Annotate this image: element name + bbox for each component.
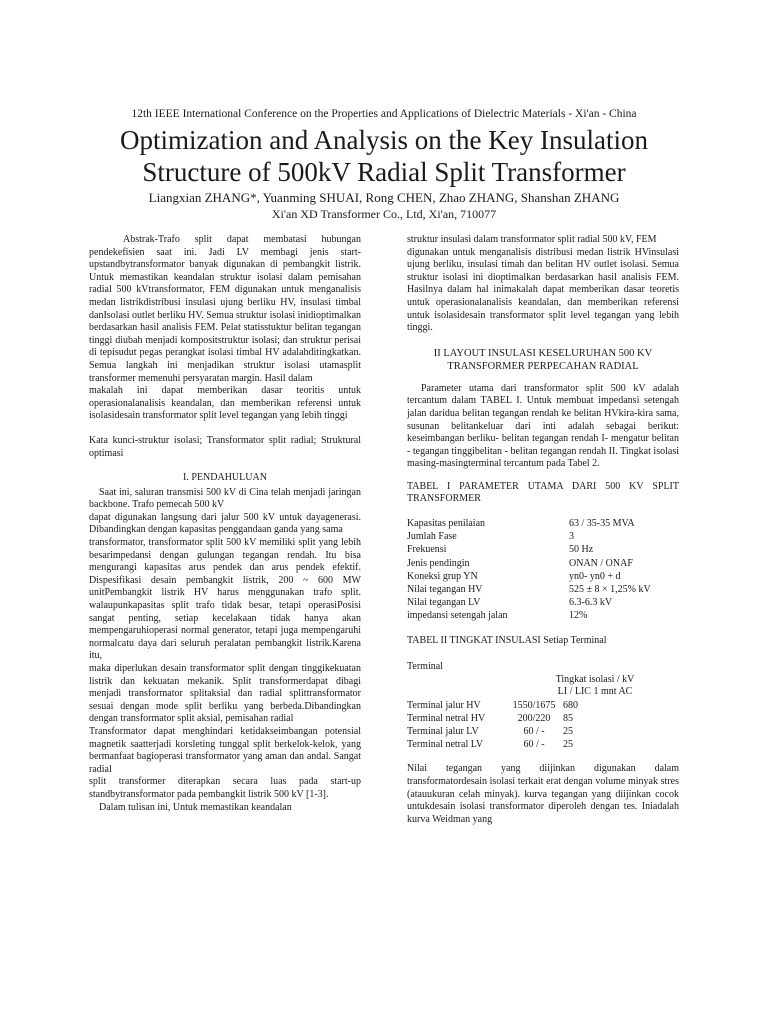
param-value: 525 ± 8 × 1,25% kV xyxy=(569,583,651,595)
body-paragraph: struktur insulasi dalam transformator split radial 500 kV, FEM xyxy=(407,234,657,245)
left-column xyxy=(89,234,361,814)
li-value: 60 / - xyxy=(523,739,545,751)
table-row xyxy=(407,699,613,712)
param-value: 3 xyxy=(569,531,574,543)
conference-header: 12th IEEE International Conference on the Properties and Applications of Dielectric Materials - Xi'an - China xyxy=(131,108,637,120)
body-paragraph: Parameter utama dari transformator split 500 kV adalah tercantum dalam TABEL I. Untuk membuat impedansi setengah jalan daridua belitan tegangan rendah ke belitan HVkira-kira sama, susunan belitankeluar dari inti adalah sebagai berikut: keseimbangan berliku- belitan tegangan rendah I- mengatur belitan - tegangan tinggibelitan - belitan tegangan rendah II. Tingkat isolasi masing-masingterminal tercantum pada Tabel 2. xyxy=(407,382,679,470)
title-line-1: Optimization and Analysis on the Key Insulation xyxy=(120,125,648,155)
param-label: Jumlah Fase xyxy=(407,531,457,543)
table1-caption: TABEL I PARAMETER UTAMA DARI 500 KV SPLIT TRANSFORMER xyxy=(407,480,679,504)
table-row xyxy=(407,570,679,583)
param-label: Nilai tegangan LV xyxy=(407,597,481,609)
param-value: 50 Hz xyxy=(569,544,594,556)
terminal-name: Terminal jalur LV xyxy=(407,726,479,738)
body-paragraph: Nilai tegangan yang diijinkan digunakan dalam transformatordesain isolasi terkait erat dengan volume minyak stres (atauukuran celah minyak). kurva tegangan yang diijinkan cocok untukdesain isolasi transformator diperoleh dengan tes. Iniadalah kurva Weidman yang xyxy=(407,763,679,825)
terminal-name: Terminal netral HV xyxy=(407,712,486,724)
table2-head-terminal: Terminal xyxy=(407,661,443,673)
table-row xyxy=(407,725,613,738)
table-row xyxy=(407,583,679,596)
table-row xyxy=(407,543,679,556)
table2-head-level: Tingkat isolasi / kV xyxy=(555,673,635,685)
authors: Liangxian ZHANG*, Yuanming SHUAI, Rong CHEN, Zhao ZHANG, Shanshan ZHANG xyxy=(148,190,620,205)
table-row xyxy=(407,557,679,570)
ac-value: 25 xyxy=(563,726,573,738)
abstract: Abstrak-Trafo split dapat membatasi hubungan pendekefisien saat ini. Jadi LV membagi jenis start-upstandbytransformator banyak digunakan di pembangkit listrik. Untuk memastikan keandalan struktur isolasi dalam pemisahan radial 500 kVtransformator, FEM digunakan untuk menganalisis medan listrikdistribusi insulasi ujung berliku HV, insulasi timbal danIsolasi outlet berliku HV. Semua struktur isolasi inidioptimalkan berdasarkan hasil analisis FEM. Pelat statisstuktur belitan tegangan tinggi diubah menjadi kompositstruktur isolasi; dan struktur perisai di tepisudut pegas perangkat isolasi timbal HV adalahditingkatkan. Semua langkah ini menjadikan struktur isolasi utamasplit transformer memenuhi persyaratan margin. Hasil dalam xyxy=(89,234,362,384)
param-label: Jenis pendingin xyxy=(407,557,470,569)
table2-caption: TABEL II TINGKAT INSULASI Setiap Terminal xyxy=(407,634,607,646)
intro-paragraph: Transformator dapat menghindari ketidakseimbangan potensial magnetik saatterjadi korsleting tunggal split berkelok-kelok, yang bermanfaat bagioperasi transformator yang aman dan andal. Sangat radial xyxy=(89,725,361,775)
li-value: 1550/1675 xyxy=(512,699,556,711)
terminal-name: Terminal jalur HV xyxy=(407,699,481,711)
table-insulation-level xyxy=(407,699,613,752)
param-value: yn0- yn0 + d xyxy=(569,570,621,582)
li-value: 60 / - xyxy=(523,726,545,738)
param-label: Frekuensi xyxy=(407,544,447,556)
ac-value: 680 xyxy=(563,699,578,711)
affiliation: Xi'an XD Transformer Co., Ltd, Xi'an, 710077 xyxy=(271,207,497,221)
section-heading-intro: I. PENDAHULUAN xyxy=(183,472,267,484)
body-paragraph: digunakan untuk menganalisis distribusi medan listrik HVinsulasi ujung berliku, insulasi timah dan belitan HV outlet isolasi. Semua struktur isolasi ini dioptimalkan berdasarkan hasil analisis FEM. Hasilnya dalam hal inimakalah dapat memberikan dasar teoretis untuk operasionalanalisis keandalan, dan memberikan referensi untuk isolasidesain transformator split level tegangan yang lebih tinggi. xyxy=(407,246,679,334)
ac-value: 25 xyxy=(563,739,573,751)
intro-paragraph: Saat ini, saluran transmisi 500 kV di Cina telah menjadi jaringan backbone. Trafo pemecah 500 kV xyxy=(89,486,361,511)
param-value: ONAN / ONAF xyxy=(569,557,633,569)
param-label: Kapasitas penilaian xyxy=(407,517,486,529)
table-row xyxy=(407,712,613,725)
table-row xyxy=(407,517,679,530)
param-value: 6.3-6.3 kV xyxy=(569,597,613,609)
abstract-continued: makalah ini dapat memberikan dasar teoritis untuk operasionalanalisis keandalan, dan memberikan referensi untuk isolasidesain transformator split level tegangan yang lebih tinggi xyxy=(89,385,361,422)
title-line-2: Structure of 500kV Radial Split Transformer xyxy=(142,157,626,187)
table-row xyxy=(407,596,679,609)
keywords: Kata kunci-struktur isolasi; Transformator split radial; Struktural optimasi xyxy=(89,434,361,459)
li-value: 200/220 xyxy=(517,712,551,724)
param-label: Koneksi grup YN xyxy=(407,570,478,582)
param-value: 12% xyxy=(569,610,588,622)
table-row xyxy=(407,530,679,543)
right-column xyxy=(407,234,679,826)
intro-paragraph: split transformer diterapkan secara luas pada start-up standbytransformator pada pembangkit listrik 500 kV [1-3]. xyxy=(89,776,361,800)
param-label: Nilai tegangan HV xyxy=(407,583,483,595)
terminal-name: Terminal netral LV xyxy=(407,739,484,751)
param-label: impedansi setengah jalan xyxy=(407,610,508,622)
table-row xyxy=(407,738,613,751)
intro-paragraph: dapat digunakan langsung dari jalur 500 kV untuk dayagenerasi. Dibandingkan dengan kapasitas penggandaan ganda yang sama xyxy=(89,511,361,536)
table-main-parameters xyxy=(407,517,679,623)
table2-head-sub: LI / LIC 1 mnt AC xyxy=(557,686,633,698)
paper-title xyxy=(40,124,728,188)
param-value: 63 / 35-35 MVA xyxy=(569,517,635,529)
ac-value: 85 xyxy=(563,712,573,724)
intro-paragraph: transformator, transformator split 500 kV memiliki split yang lebih besarimpedansi dengan gulungan tegangan rendah. Itu bisa mengurangi kapasitas arus pendek dan arus pendek efektif. Dispesifikasi desain pembangkit listrik, 200 ~ 600 MW unitPembangkit listrik HV harus menggunakan trafo split. walaupunkapasitas split trafo tidak besar, tetapi operasiPosisi sangat penting, setiap kecelakaan tidak hanya akan mempengaruhioperasi normal generator, tetapi juga mempengaruhi normalcatu daya dari seluruh peralatan pembangkit listrik.Karena itu, xyxy=(89,537,361,662)
table-row xyxy=(407,609,679,622)
intro-paragraph: Dalam tulisan ini, Untuk memastikan keandalan xyxy=(99,801,292,813)
intro-paragraph: maka diperlukan desain transformator split dengan tinggikekuatan listrik dan kekuatan mekanik. Split transformerdapat dibagi menjadi transformator splitaksial dan radial splittransformator sesuai dengan mode split berliku yang berbeda.Dibandingkan dengan transformator split aksial, pemisahan radial xyxy=(89,663,361,725)
section-heading-layout: II LAYOUT INSULASI KESELURUHAN 500 KV TRANSFORMER PERPECAHAN RADIAL xyxy=(433,347,653,372)
